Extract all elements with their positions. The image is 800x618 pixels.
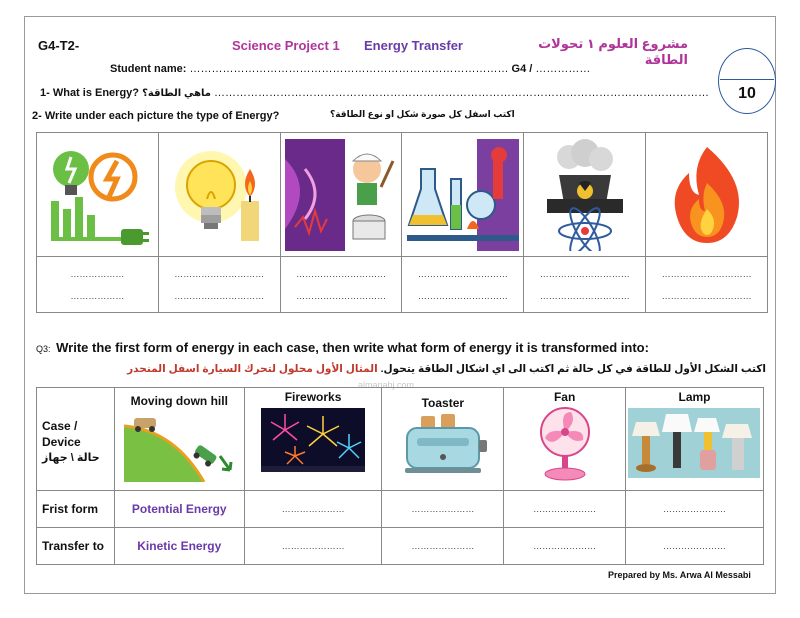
answer-cell[interactable]: ………………………… ………………………… [280, 257, 402, 313]
question-1-answer-field[interactable]: ……………………………………………………………………………………………………………………… [214, 87, 710, 99]
device-cell-fan [504, 388, 626, 491]
energy-transfer-table [36, 387, 764, 565]
device-name: Fan [553, 390, 576, 404]
grade-field[interactable]: …………… [535, 63, 591, 75]
fireworks-icon [261, 408, 365, 472]
transfer-to-lamp-field[interactable]: ………………… [625, 528, 763, 565]
device-cell-toaster [382, 388, 504, 491]
answer-cell[interactable]: ………………………… ………………………… [524, 257, 646, 313]
student-name-field[interactable]: …………………………………………………………………………… [189, 63, 509, 75]
picture-cell [158, 133, 280, 257]
electric-bulb-plug-icon [41, 139, 153, 251]
question-3 [36, 340, 649, 355]
topic-title: Energy Transfer [364, 38, 463, 53]
grade-label: G4 / [511, 63, 533, 75]
picture-cell [37, 133, 159, 257]
arabic-title: مشروع العلوم ١ تحولات الطاقة [538, 36, 688, 67]
student-name-label: Student name: [110, 63, 187, 75]
answer-cell[interactable]: ………………………… ………………………… [158, 257, 280, 313]
transfer-to-toaster-field[interactable]: ………………… [382, 528, 504, 565]
question-2-text: 2- Write under each picture the type of Energy? [32, 110, 280, 122]
fire-icon [651, 139, 763, 251]
worksheet-code: G4-T2- [38, 38, 80, 53]
picture-cell [402, 133, 524, 257]
question-2-arabic: اكتب اسفل كل صورة شكل او نوع الطاقة؟ [330, 109, 515, 119]
question-3-arabic-instruction: اكتب الشكل الأول للطاقة في كل حالة ثم اكتب الى اي اشكال الطاقة يتحول. [380, 363, 766, 375]
fan-icon [520, 406, 610, 482]
question-1-arabic: ماهي الطاقة؟ [142, 88, 211, 99]
question-3-label: Q3: [36, 344, 51, 354]
watermark: almanahj.com [358, 380, 415, 390]
chemistry-lab-icon [407, 139, 519, 251]
car-downhill-icon [120, 412, 238, 482]
device-cell-fireworks [244, 388, 382, 491]
project-title: Science Project 1 [232, 38, 340, 53]
score-oval [718, 48, 776, 114]
answer-cell[interactable]: ………………………… ………………………… [646, 257, 768, 313]
lamps-icon [628, 408, 760, 478]
bulb-and-candle-icon [163, 139, 275, 251]
energy-pictures-table [36, 132, 768, 313]
nuclear-plant-icon [529, 139, 641, 251]
transfer-to-label: Transfer to [37, 528, 115, 565]
question-1 [40, 87, 709, 99]
question-3-arabic-example: المثال الأول محلول لتحرك السيارة اسفل المنحدر [127, 363, 378, 375]
first-form-fan-field[interactable]: ………………… [504, 491, 626, 528]
device-cell-lamp [625, 388, 763, 491]
answer-cell[interactable]: ………………………… ………………………… [402, 257, 524, 313]
picture-cell [524, 133, 646, 257]
picture-cell [646, 133, 768, 257]
question-3-text: Write the first form of energy in each case, then write what form of energy it is transformed into: [56, 340, 649, 355]
transfer-to-answer-example: Kinetic Energy [114, 528, 244, 565]
device-name: Toaster [421, 396, 465, 410]
score-total: 10 [738, 85, 756, 102]
transfer-to-fan-field[interactable]: ………………… [504, 528, 626, 565]
first-form-label: Frist form [37, 491, 115, 528]
device-name: Moving down hill [130, 394, 228, 408]
device-name: Fireworks [284, 390, 342, 404]
transfer-to-fireworks-field[interactable]: ………………… [244, 528, 382, 565]
device-name: Lamp [678, 390, 711, 404]
question-3-arabic [127, 363, 766, 375]
question-1-text: 1- What is Energy? [40, 87, 140, 99]
answer-cell[interactable]: ……………… ……………… [37, 257, 159, 313]
student-name-line [110, 63, 590, 75]
prepared-by: Prepared by Ms. Arwa Al Messabi [608, 570, 751, 580]
case-device-header: Case / Device حالة \ جهاز [37, 388, 115, 491]
first-form-lamp-field[interactable]: ………………… [625, 491, 763, 528]
drummer-sound-icon [285, 139, 397, 251]
score-divider [720, 79, 774, 80]
first-form-answer-example: Potential Energy [114, 491, 244, 528]
toaster-icon [395, 412, 491, 478]
first-form-toaster-field[interactable]: ………………… [382, 491, 504, 528]
device-cell-moving-down-hill [114, 388, 244, 491]
picture-cell [280, 133, 402, 257]
first-form-fireworks-field[interactable]: ………………… [244, 491, 382, 528]
